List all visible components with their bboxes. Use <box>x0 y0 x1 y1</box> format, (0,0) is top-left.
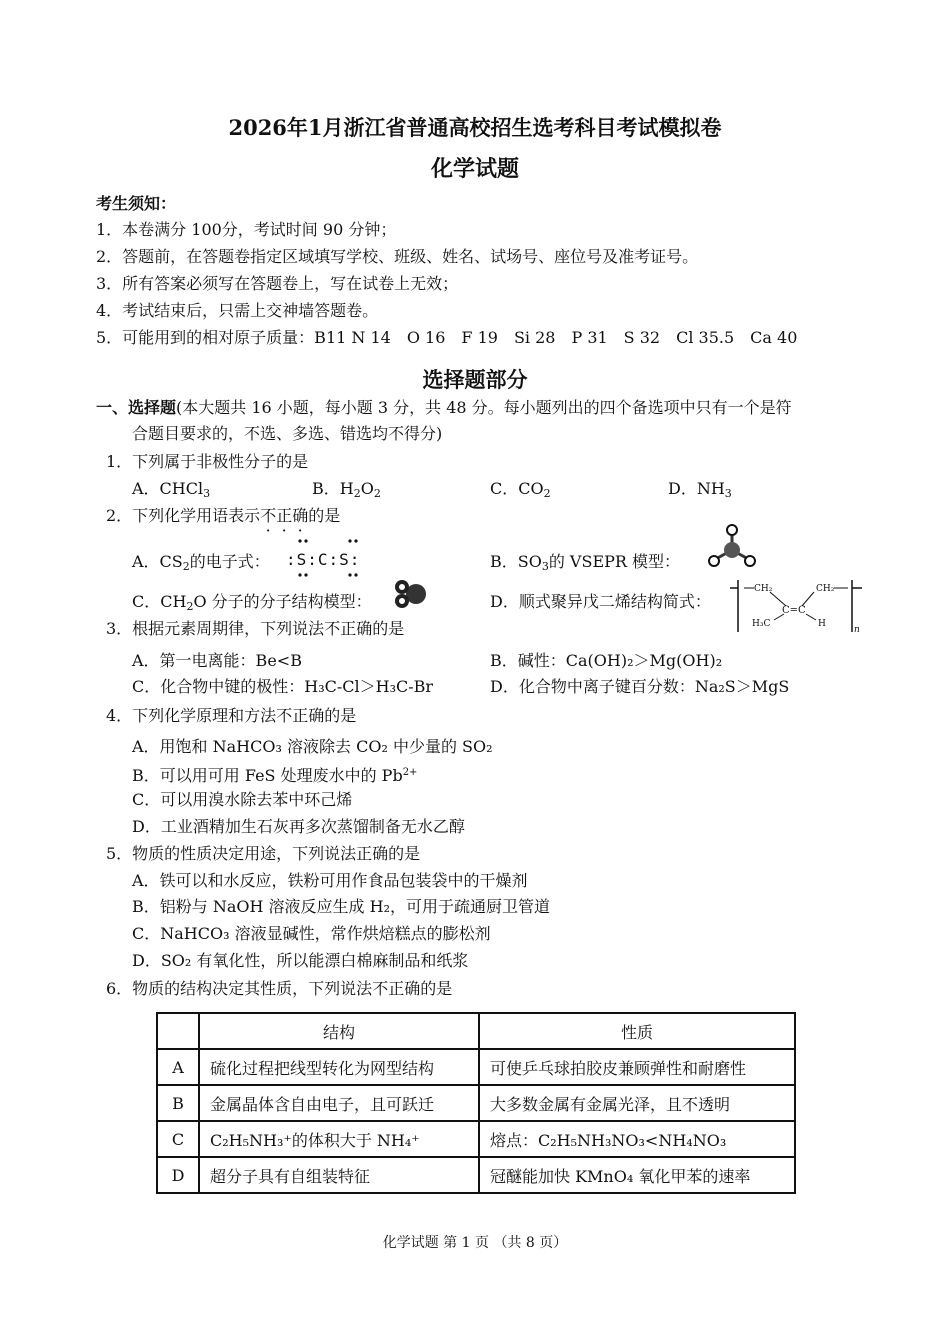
q5-stem: 5．物质的性质决定用途，下列说法正确的是 <box>106 844 421 863</box>
cs2-electron-formula: :S:C:S: <box>286 550 361 569</box>
table-cell: 可使乒乓球拍胶皮兼顾弹性和耐磨性 <box>479 1049 795 1085</box>
table-cell: C₂H₅NH₃⁺的体积大于 NH₄⁺ <box>199 1121 479 1157</box>
q4-option-b: B．可以用可用 FeS 处理废水中的 $Pb^{2+}$ <box>132 766 418 785</box>
exam-subtitle: 化学试题 <box>430 156 519 182</box>
q3-stem: 3．根据元素周期律，下列说法不正确的是 <box>106 619 405 638</box>
q2-option-b: B．$SO_3$的 VSEPR 模型： <box>490 552 681 573</box>
table-cell: 金属晶体含自由电子，且可跃迁 <box>199 1085 479 1121</box>
q5-option-b: B．铝粉与 NaOH 溶液反应生成 H₂，可用于疏通厨卫管道 <box>132 897 550 916</box>
q5-option-a: A．铁可以和水反应，铁粉可用作食品包装袋中的干燥剂 <box>132 871 528 890</box>
table-header-row <box>157 1013 795 1049</box>
table-cell: 熔点：C₂H₅NH₃NO₃<NH₄NO₃ <box>479 1121 795 1157</box>
ch2-left-label: CH₂ <box>754 584 773 594</box>
ch2o-molecule-model-icon <box>392 578 432 610</box>
section-title: 选择题部分 <box>422 367 528 392</box>
q5-option-c: C．NaHCO₃ 溶液显碱性，常作烘焙糕点的膨松剂 <box>132 924 491 943</box>
q2-stem: 2．下列化学用语表示不正确的是 <box>106 506 341 525</box>
q5-option-d: D．SO₂ 有氧化性，所以能漂白棉麻制品和纸浆 <box>132 951 469 970</box>
q1-option-a: A．CHCl$_3$ <box>132 479 211 500</box>
q1-option-c: C．$CO_2$ <box>490 479 551 500</box>
q3-option-d: D．化合物中离子键百分数：Na₂S＞MgS <box>490 677 790 696</box>
table-row <box>157 1085 795 1121</box>
q6-options-table <box>156 1012 796 1194</box>
table-header-cell <box>157 1013 199 1049</box>
section-intro-label: 一、选择题 <box>96 398 177 417</box>
q4-option-a: A．用饱和 NaHCO₃ 溶液除去 CO₂ 中少量的 SO₂ <box>132 737 493 756</box>
notice-item: 4．考试结束后，只需上交神墙答题卷。 <box>96 301 379 320</box>
notice-item: 1．本卷满分 100分，考试时间 90 分钟； <box>96 220 397 239</box>
q4-stem: 4．下列化学原理和方法不正确的是 <box>106 706 357 725</box>
table-cell: C <box>157 1121 199 1157</box>
table-row <box>157 1049 795 1085</box>
section-intro-line2: 合题目要求的，不选、多选、错选均不得分) <box>132 424 443 443</box>
so3-vsepr-model-icon <box>704 524 760 570</box>
table-row <box>157 1121 795 1157</box>
notice-heading: 考生须知： <box>96 194 177 213</box>
cs2-lone-pair-dots <box>290 538 380 578</box>
polymer-n-label: n <box>854 625 860 635</box>
c-eq-c-label: C=C <box>782 605 806 616</box>
q2-option-c: C．$CH_2O$ 分子的分子结构模型： <box>132 592 372 613</box>
page-footer: 化学试题 第 1 页 （共 8 页） <box>382 1235 568 1251</box>
table-cell: D <box>157 1157 199 1193</box>
notice-item: 5．可能用到的相对原子质量：B11 N 14 O 16 F 19 Si 28 P 31 S 32 Cl 35.5 Ca 40 <box>96 328 798 347</box>
q3-option-b: B．碱性：Ca(OH)₂＞Mg(OH)₂ <box>490 651 723 670</box>
q1-option-d: D．$NH_3$ <box>668 479 732 500</box>
table-cell: B <box>157 1085 199 1121</box>
table-cell: 冠醚能加快 KMnO₄ 氧化甲苯的速率 <box>479 1157 795 1193</box>
table-cell: A <box>157 1049 199 1085</box>
notice-item: 3．所有答案必须写在答题卷上，写在试卷上无效； <box>96 274 459 293</box>
q2-option-d: D．顺式聚异戊二烯结构简式： <box>490 592 711 611</box>
ch2-right-label: CH₂ <box>816 584 835 594</box>
q1-option-b: B．$H_2O_2$ <box>312 479 381 500</box>
q4-option-d: D．工业酒精加生石灰再多次蒸馏制备无水乙醇 <box>132 817 465 836</box>
q3-option-a: A．第一电离能：Be<B <box>132 651 302 670</box>
q3-option-c: C．化合物中键的极性：H₃C-Cl＞H₃C-Br <box>132 677 434 696</box>
table-cell: 大多数金属有金属光泽，且不透明 <box>479 1085 795 1121</box>
section-intro <box>96 398 792 418</box>
q4-option-c: C．可以用溴水除去苯中环己烯 <box>132 790 353 809</box>
table-cell: 硫化过程把线型转化为网型结构 <box>199 1049 479 1085</box>
q1-stem: 1．下列属于非极性分子的是 <box>106 452 309 471</box>
table-header-cell: 性质 <box>479 1013 795 1049</box>
q6-stem: 6．物质的结构决定其性质，下列说法不正确的是 <box>106 979 453 998</box>
notice-item: 2．答题前，在答题卷指定区域填写学校、班级、姓名、试场号、座位号及准考证号。 <box>96 247 699 266</box>
cis-polyisoprene-structure <box>730 576 870 636</box>
table-header-cell: 结构 <box>199 1013 479 1049</box>
table-row <box>157 1157 795 1193</box>
h3c-label: H₃C <box>752 619 771 629</box>
q2-option-a: A．$CS_2$的电子式： <box>132 552 270 573</box>
section-intro-line1: (本大题共 16 小题，每小题 3 分，共 48 分。每小题列出的四个备选项中只有一个是符 <box>176 398 792 417</box>
table-cell: 超分子具有自组装特征 <box>199 1157 479 1193</box>
exam-title: 2026年1月浙江省普通高校招生选考科目考试模拟卷 <box>228 115 722 140</box>
h-label: H <box>818 619 826 629</box>
